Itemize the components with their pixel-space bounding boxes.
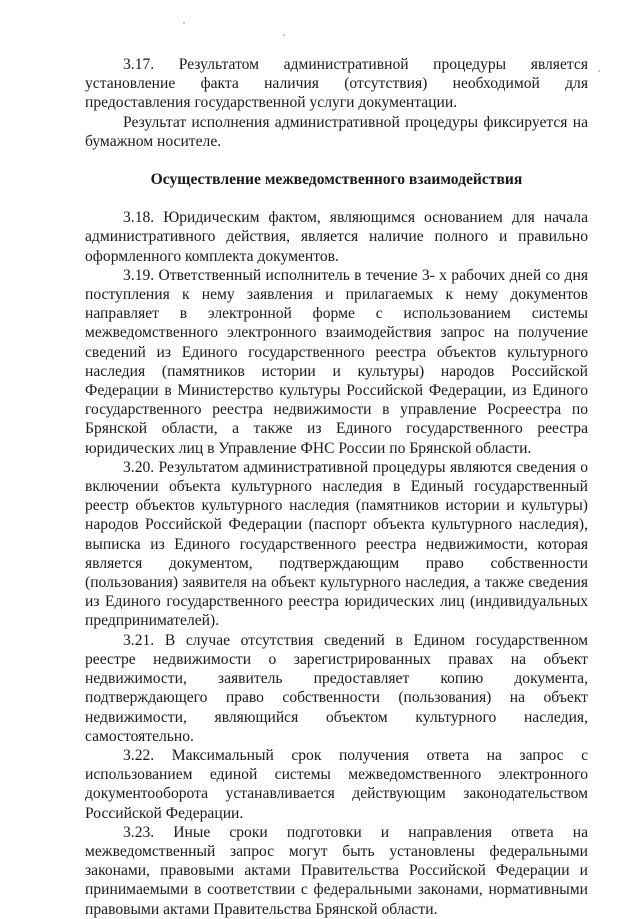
- paragraph-3-23: 3.23. Иные сроки подготовки и направления ответа на межведомственный запрос могут быть установлены федеральными законами, правовыми актами Правительства Российской Федерации и принимаемыми в соответствии с федеральными законами, нормативными правовыми актами Правительства Брянской области.: [85, 823, 588, 918]
- paragraph-3-19: 3.19. Ответственный исполнитель в течение 3- х рабочих дней со дня поступления к нему заявления и прилагаемых к нему документов направляет в электронной форме с использованием системы межведомственного электронного взаимодействия запрос на получение сведений из Единого государственного реестра объектов культурного наследия (памятников истории и культуры) народов Российской Федерации в Министерство культуры Российской Федерации, из Единого государственного реестра недвижимости в управление Росреестра по Брянской области, а также из Единого государственного реестра юридических лиц в Управление ФНС России по Брянской области.: [85, 266, 588, 457]
- section-heading: Осуществление межведомственного взаимодействия: [150, 171, 523, 189]
- scan-speck: [598, 70, 600, 72]
- paragraph-3-22: 3.22. Максимальный срок получения ответа на запрос с использованием единой системы межведомственного электронного документооборота устанавливается действующим законодательством Российской Федерации.: [85, 746, 588, 822]
- scan-speck: [183, 22, 185, 24]
- paragraph-3-21: 3.21. В случае отсутствия сведений в Едином государственном реестре недвижимости о зарегистрированных правах на объект недвижимости, заявитель предоставляет копию документа, подтверждающего право собственности (пользования) на объект недвижимости, являющийся объектом культурного наследия, самостоятельно.: [85, 631, 588, 745]
- paragraph-3-17: 3.17. Результатом административной процедуры является установление факта наличия (отсутствия) необходимой для предоставления государственной услуги документации.: [85, 56, 588, 112]
- paragraph-3-18: 3.18. Юридическим фактом, являющимся основанием для начала административного действия, является наличие полного и правильно оформленного комплекта документов.: [85, 209, 588, 265]
- document-body: [85, 55, 588, 919]
- scan-speck: [283, 34, 285, 36]
- paragraph-3-20: 3.20. Результатом административной процедуры являются сведения о включении объекта культурного наследия в Единый государственный реестр объектов культурного наследия (памятников истории и культуры) народов Российской Федерации (паспорт объекта культурного наследия), выписка из Единого государственного реестра недвижимости, которая является документом, подтверждающим право собственности (пользования) заявителя на объект культурного наследия, а также сведения из Единого государственного реестра юридических лиц (индивидуальных предпринимателей).: [85, 458, 588, 630]
- paragraph-result-recorded: Результат исполнения административной процедуры фиксируется на бумажном носителе.: [85, 113, 588, 150]
